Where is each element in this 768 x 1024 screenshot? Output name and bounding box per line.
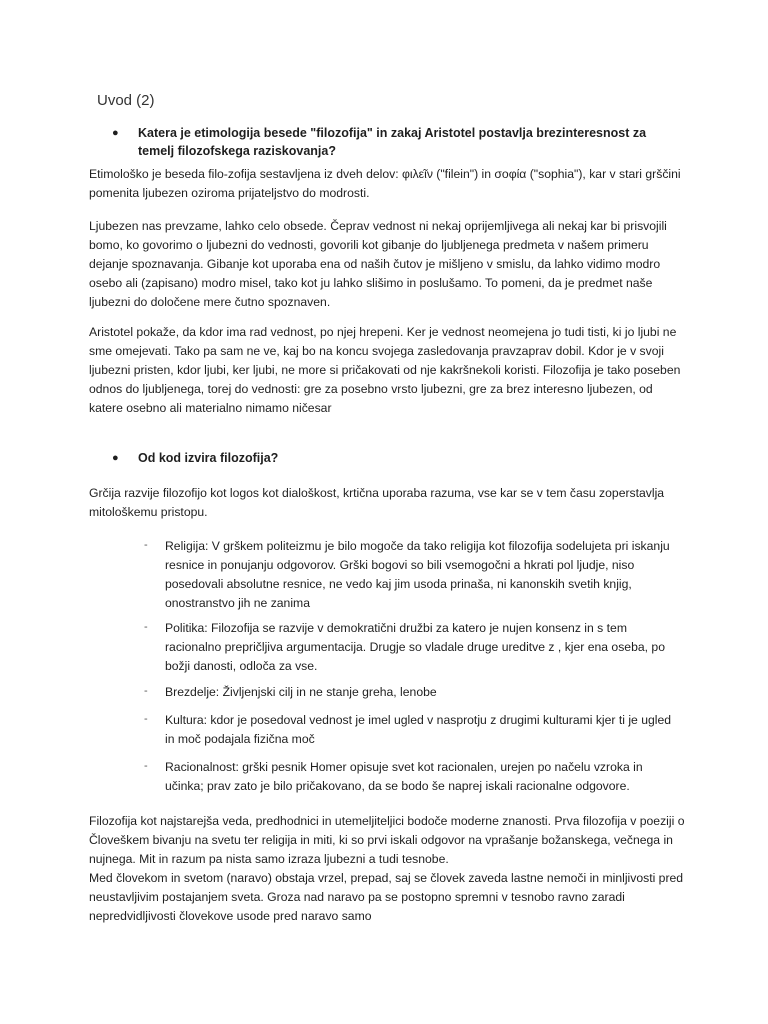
question-2 [114,449,674,467]
paragraph-aristotle: Aristotel pokaže, da kdor ima rad vednost, po njej hrepeni. Ker je vednost neomejena jo tudi tisti, ki jo ljubi ne sme omejevati. Tako pa sam ne ve, kaj bo na koncu svojega zasledovanja pravzaprav dobil. Kdor je v svoji ljubezni pristen, kdor ljubi, ker ljubi, ne more si pričakovati od nje kakršnekoli koristi. Filozofija je tako poseben odnos do ljubljenega, torej do vednosti: gre za posebno vrsto ljubezni, gre za brez interesno ljubezen, od katere osebno ali materialno nimamo ničesar [89,325,681,415]
list-item-religion [140,537,680,613]
paragraph-philosophy-oldest: Filozofija kot najstarejša veda, predhodnici in utemeljiteljici bodoče moderne znanosti. Prva filozofija v poeziji o Človeškem bivanju na svetu ter religija in miti, ki so prvi iskali odgovor na vprašanje božanskega, večnega in nujnega. Mit in razum pa nista samo izraza ljubezni a tudi tesnobe. [89,814,685,866]
paragraph-love: Ljubezen nas prevzame, lahko celo obsede. Čeprav vednost ni nekaj oprijemljivega ali nekaj kar bi prisvojili bomo, ko govorimo o ljubezni do vednosti, govorili kot gibanje do ljubljenega predmeta v našem primeru dejanje spoznavanja. Gibanje kot uporaba ena od naših čutov je mišljeno v smislu, da lahko vidimo modro osebo ali (zapisano) modro misel, tako kot ju lahko slišimo in poslušamo. To pomeni, da je predmet naše ljubezni do določene mere čutno spoznaven. [89,219,667,309]
paragraph-greece-intro: Grčija razvije filozofijo kot logos kot dialoškost, krtična uporaba razuma, vse kar se v tem času zoperstavlja mitološkemu pristopu. [89,486,665,519]
question-1-text: Katera je etimologija besede "filozofija" in zakaj Aristotel postavlja brezinteresnost za temelj filozofskega raziskovanja? [138,126,647,158]
list-item-culture [140,711,680,749]
question-2-text: Od kod izvira filozofija? [138,451,279,465]
list-item-text: Kultura: kdor je posedoval vednost je imel ugled v nasprotju z drugimi kulturami kjer ti je ugled in moč podajala fizična moč [165,713,672,746]
list-item-text: Religija: V grškem politeizmu je bilo mogoče da tako religija kot filozofija sodelujeta pri iskanju resnice in ponujanju odgovorov. Grški bogovi so bili vsemogočni a hkrati pol ljudje, niso posedovali absolutne resnice, ne vedo kaj jim usoda prinaša, ni kanonskih svetih knjig, onostranstvo jih ne zanima [165,539,670,610]
list-item-leisure [140,683,680,702]
list-item-text: Brezdelje: Življenjski cilj in ne stanje greha, lenobe [165,685,437,699]
dash-icon: - [144,685,148,697]
list-item-politics [140,619,680,676]
dash-icon: - [144,539,148,551]
paragraph-etymology: Etimološko je beseda filo-zofija sestavljena iz dveh delov: φιλεῖν ("filein") in σοφία ("sophia"), kar v stari grščini pomenita ljubezen oziroma prijateljstvo do modrosti. [89,167,681,200]
document-heading: Uvod (2) [97,92,155,109]
list-item-text: Racionalnost: grški pesnik Homer opisuje svet kot racionalen, urejen po načelu vzroka in učinka; prav zato je bilo pričakovano, da se bodo še naprej iskali racionalne odgovore. [165,760,643,793]
list-item-rationality [140,758,680,796]
dash-icon: - [144,621,148,633]
question-1 [114,124,674,160]
list-item-text: Politika: Filozofija se razvije v demokratični družbi za katero je nujen konsenz in s tem racionalno prepričljiva argumentacija. Drugje so vladale druge ureditve z , kjer ena oseba, po božji danosti, odloča za vse. [165,621,665,673]
bullet-icon: ● [112,452,119,464]
paragraph-human-and-world: Med človekom in svetom (naravo) obstaja vrzel, prepad, saj se človek zaveda lastne nemoči in minljivosti pred neustavljivim postajanjem sveta. Groza nad naravo pa se postopno spremni v tesnobo ravno zaradi nepredvidljivosti človekove usode pred naravo samo [89,871,684,923]
dash-icon: - [144,760,148,772]
bullet-icon: ● [112,127,119,139]
dash-icon: - [144,713,148,725]
